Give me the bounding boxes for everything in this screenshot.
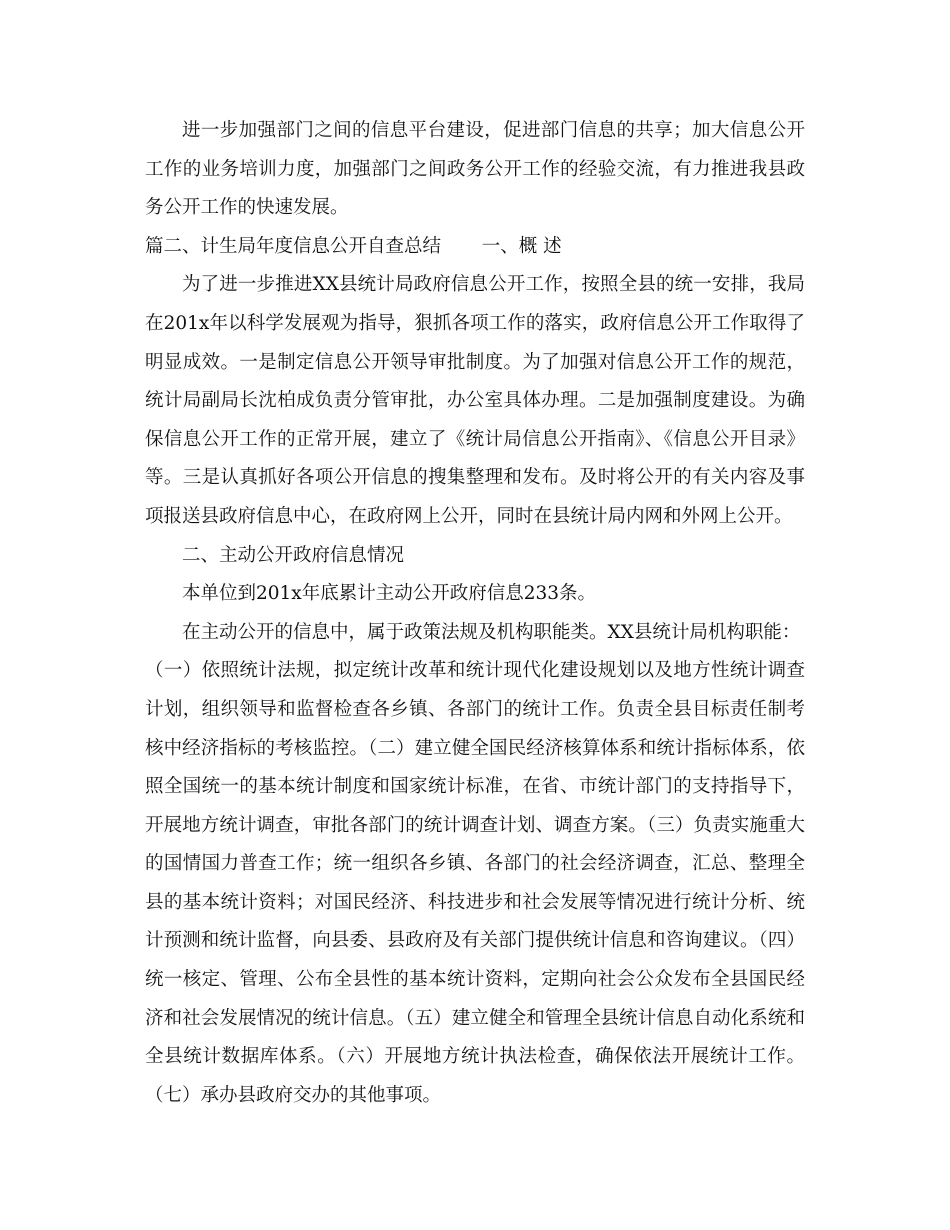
paragraph-overview: 为了进一步推进XX县统计局政府信息公开工作，按照全县的统一安排，我局在201x年以科学发展观为指导，狠抓各项工作的落实，政府信息公开工作取得了明显成效。一是制定信息公开领导审批制度。为了加强对信息公开工作的规范，统计局副局长沈柏成负责分管审批，办公室具体办理。二是加强制度建设。为确保信息公开工作的正常开展，建立了《统计局信息公开指南》、《信息公开目录》等。三是认真抓好各项公开信息的搜集整理和发布。及时将公开的有关内容及事项报送县政府信息中心，在政府网上公开，同时在县统计局内网和外网上公开。 <box>145 274 805 527</box>
document-page <box>145 112 805 1115</box>
paragraph-functions-list: （一）依照统计法规，拟定统计改革和统计现代化建设规划以及地方性统计调查计划，组织领导和监督检查各乡镇、各部门的统计工作。负责全县目标责任制考核中经济指标的考核监控。（二）建立健全国民经济核算体系和统计指标体系，依照全国统一的基本统计制度和国家统计标准，在省、市统计部门的支持指导下，开展地方统计调查，审批各部门的统计调查计划、调查方案。（三）负责实施重大的国情国力普查工作；统一组织各乡镇、各部门的社会经济调查，汇总、整理全县的基本统计资料；对国民经济、科技进步和社会发展等情况进行统计分析、统计预测和统计监督，向县委、县政府及有关部门提供统计信息和咨询建议。（四）统一核定、管理、公布全县性的基本统计资料，定期向社会公众发布全县国民经济和社会发展情况的统计信息。（五）建立健全和管理全县统计信息自动化系统和全县统计数据库体系。（六）开展地方统计执法检查，确保依法开展统计工作。（七）承办县政府交办的其他事项。 <box>145 660 805 1106</box>
section-heading <box>145 228 805 267</box>
paragraph-count: 本单位到201x年底累计主动公开政府信息233条。 <box>182 583 597 605</box>
section-subtitle: 一、概 述 <box>481 235 562 257</box>
paragraph-intro: 进一步加强部门之间的信息平台建设，促进部门信息的共享；加大信息公开工作的业务培训力度，加强部门之间政务公开工作的经验交流，有力推进我县政务公开工作的快速发展。 <box>145 120 805 219</box>
section-title: 篇二、计生局年度信息公开自查总结 <box>145 235 442 257</box>
paragraph-functions-intro: 在主动公开的信息中，属于政策法规及机构职能类。XX县统计局机构职能： <box>182 621 801 643</box>
paragraph-subheading: 二、主动公开政府信息情况 <box>182 544 405 566</box>
